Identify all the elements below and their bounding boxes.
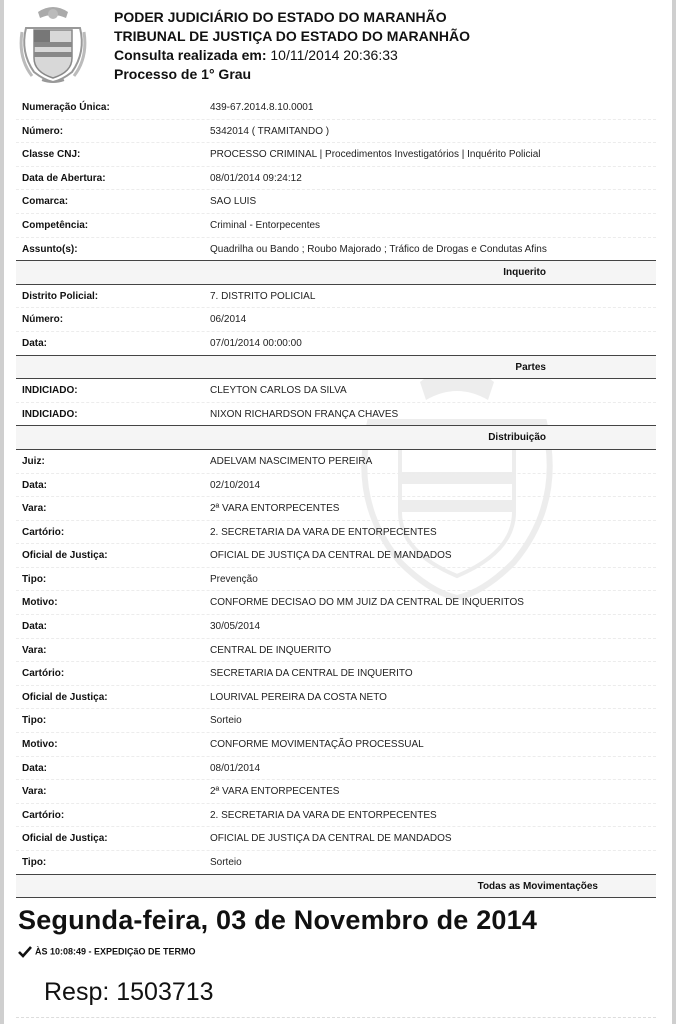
detail-row [16,661,656,685]
detail-value: 2. SECRETARIA DA VARA DE ENTORPECENTES [210,809,437,821]
consulta-label: Consulta realizada em: [114,47,267,63]
detail-value: ADELVAM NASCIMENTO PEREIRA [210,455,373,467]
detail-label: Número: [22,125,64,137]
movement-responsible: Resp: 1503713 [44,978,214,1006]
detail-value: NIXON RICHARDSON FRANÇA CHAVES [210,408,399,420]
detail-value: 02/10/2014 [210,479,261,491]
detail-value: Quadrilha ou Bando ; Roubo Majorado ; Tráfico de Drogas e Condutas Afins [210,243,547,255]
detail-row [16,543,656,567]
detail-row [16,96,656,119]
detail-value: LOURIVAL PEREIRA DA COSTA NETO [210,691,387,703]
detail-label: Vara: [22,503,47,515]
detail-row [16,614,656,638]
detail-label: Tipo: [22,715,47,727]
detail-label: Vara: [22,786,47,798]
detail-value: Criminal - Entorpecentes [210,219,321,231]
detail-row [16,119,656,143]
detail-value: 08/01/2014 09:24:12 [210,172,302,184]
detail-row [16,779,656,803]
process-details-table [16,96,656,898]
coat-of-arms-icon [18,2,88,84]
detail-label: Competência: [22,219,89,231]
section-header-movimentacoes [16,874,656,899]
detail-label: Comarca: [22,196,69,208]
consulta-timestamp: 10/11/2014 20:36:33 [270,47,398,63]
detail-row [16,213,656,237]
detail-value: 5342014 ( TRAMITANDO ) [210,125,330,137]
detail-value: 2. SECRETARIA DA VARA DE ENTORPECENTES [210,526,437,538]
section-header-partes [16,355,656,380]
detail-value: CONFORME DECISAO DO MM JUIZ DA CENTRAL DE INQUERITOS [210,597,524,609]
detail-label: Motivo: [22,597,58,609]
detail-value: 30/05/2014 [210,621,261,633]
detail-value: SECRETARIA DA CENTRAL DE INQUERITO [210,668,413,680]
detail-value: OFICIAL DE JUSTIÇA DA CENTRAL DE MANDADOS [210,550,452,562]
detail-row [16,708,656,732]
detail-value: CONFORME MOVIMENTAÇÃO PROCESSUAL [210,739,424,751]
detail-value: CENTRAL DE INQUERITO [210,644,332,656]
detail-label: Classe CNJ: [22,149,81,161]
document-header [6,0,666,95]
detail-row [16,307,656,331]
detail-label: Data: [22,337,48,349]
detail-label: INDICIADO: [22,385,78,397]
detail-label: Distrito Policial: [22,290,99,302]
detail-value: Sorteio [210,715,242,727]
bottom-divider [16,1017,656,1018]
detail-row [16,732,656,756]
detail-row [16,142,656,166]
detail-value: SAO LUIS [210,196,257,208]
section-title: Inquerito [503,267,546,279]
section-title: Partes [515,361,546,373]
detail-row [16,803,656,827]
detail-row [16,567,656,591]
detail-value: 2ª VARA ENTORPECENTES [210,786,340,798]
detail-label: Cartório: [22,526,65,538]
detail-row [16,285,656,308]
detail-label: Tipo: [22,857,47,868]
detail-value: 08/01/2014 [210,762,261,774]
detail-row [16,685,656,709]
movement-event-text: ÀS 10:08:49 - EXPEDIÇãO DE TERMO [35,946,196,957]
header-tribunal: TRIBUNAL DE JUSTIÇA DO ESTADO DO MARANHÃO [114,28,470,44]
checkmark-icon [18,946,32,958]
left-frame-border [0,0,4,1024]
right-frame-border [672,0,676,1024]
detail-label: INDICIADO: [22,408,78,420]
header-consulta [114,46,470,65]
detail-row [16,237,656,261]
detail-row [16,331,656,355]
detail-label: Cartório: [22,809,65,821]
detail-row [16,756,656,780]
movement-event [18,946,196,958]
detail-label: Número: [22,314,64,326]
detail-label: Tipo: [22,573,47,585]
detail-label: Motivo: [22,739,58,751]
section-header-distribuicao [16,425,656,450]
detail-label: Data: [22,479,48,491]
detail-value: 7. DISTRITO POLICIAL [210,290,316,302]
detail-row [16,166,656,190]
detail-label: Cartório: [22,668,65,680]
detail-value: CLEYTON CARLOS DA SILVA [210,385,347,397]
detail-row [16,379,656,402]
detail-row [16,590,656,614]
section-header-inquerito [16,260,656,285]
detail-value: OFICIAL DE JUSTIÇA DA CENTRAL DE MANDADOS [210,833,452,845]
detail-label: Oficial de Justiça: [22,550,108,562]
detail-value: 06/2014 [210,314,247,326]
detail-label: Assunto(s): [22,243,78,255]
detail-row [16,496,656,520]
header-grau: Processo de 1° Grau [114,66,252,82]
detail-row [16,826,656,850]
detail-row [16,402,656,426]
movement-date-heading: Segunda-feira, 03 de Novembro de 2014 [18,905,538,935]
section-title: Distribuição [488,432,546,444]
detail-value: Sorteio [210,857,242,868]
header-judiciary: PODER JUDICIÁRIO DO ESTADO DO MARANHÃO [114,9,447,25]
detail-label: Data: [22,621,48,633]
detail-value: Prevenção [210,573,258,585]
detail-value: 439-67.2014.8.10.0001 [210,102,314,113]
detail-row [16,189,656,213]
detail-label: Numeração Única: [22,102,110,113]
detail-value: 2ª VARA ENTORPECENTES [210,503,340,515]
detail-value: PROCESSO CRIMINAL | Procedimentos Investigatórios | Inquérito Policial [210,149,541,161]
section-title: Todas as Movimentações [477,880,598,892]
detail-row [16,520,656,544]
detail-row [16,450,656,473]
detail-label: Oficial de Justiça: [22,691,108,703]
detail-row [16,850,656,874]
detail-row [16,473,656,497]
detail-label: Juiz: [22,455,45,467]
detail-row [16,638,656,662]
detail-label: Oficial de Justiça: [22,833,108,845]
header-title-block [114,8,470,84]
detail-label: Data de Abertura: [22,172,106,184]
detail-label: Data: [22,762,48,774]
detail-value: 07/01/2014 00:00:00 [210,337,302,349]
document-page [6,0,666,1024]
detail-label: Vara: [22,644,47,656]
